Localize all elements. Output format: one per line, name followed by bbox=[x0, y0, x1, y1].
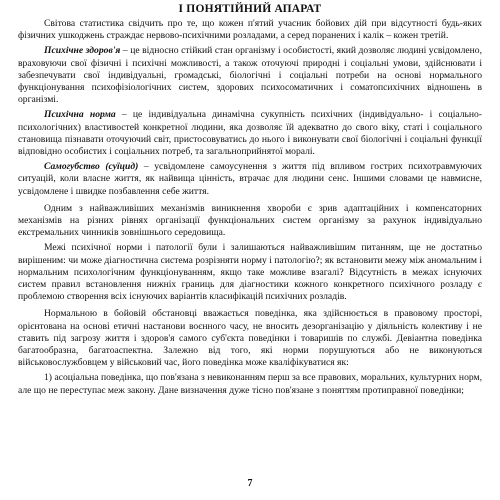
paragraph-norm-pathology bbox=[18, 242, 482, 303]
paragraph-text: Світова статистика свідчить про те, що кожен п'ятий учасник бойових дій при відсутності будь-яких фізичних ушкоджень страждає нервово-психічними розладами, а серед поранених і калік – кожен третій. bbox=[18, 18, 482, 42]
definition-text: – це індивідуальна динамічна сукупність психічних (індивідуально- і соціально-психологічних) властивостей конкретної людини, яка дозволяє їй адекватно до свого віку, статі і соціального становища пізнавати оточуючий світ, пристосовуватись до нього і виконувати свої біологічні і соціальні функції відповідно особистих і соціальних потреб, та загальноприйнятої моралі. bbox=[18, 109, 482, 158]
paragraph-combat-behavior bbox=[18, 308, 482, 369]
definition-mental-norm bbox=[18, 109, 482, 158]
paragraph-text: Межі психічної норми і патології були і залишаються найважливішим питанням, ще не достатньо вирішеним: чи може діагностична система розрізняти норму і патологію?; як встановити межу між аномальним і нормальним психологічним функціонуванням, якщо таке можливе взагалі? Відсутність в межах існуючих систем правил встановлення нижніх границь для діагностики кожного конкретного психічного розладу є проблемою створення всіх існуючих варіантів класифікацій психічних розладів. bbox=[18, 242, 482, 303]
paragraph-statistics bbox=[18, 18, 482, 42]
paragraph-asocial-behavior bbox=[18, 372, 482, 396]
term-mental-norm: Психічна норма bbox=[44, 109, 116, 121]
paragraph-text: Нормальною в бойовій обстановці вважається поведінка, яка здійснюється в правовому просторі, орієнтована на основі етичні настанови воєнного часу, не вносить дезорганізацію у діяльність колективу і не ставить під загрозу життя і здоров'я самого суб'єкта поведінки і товаришів по службі. Девіантна поведінка багатообразна, багатоаспектна. Залежно від того, які норми порушуються або не виконуються військовослужбовцем у військовий час, його поведінка може кваліфікуватися як: bbox=[18, 308, 482, 369]
section-title: І ПОНЯТІЙНИЙ АПАРАТ bbox=[178, 3, 322, 15]
paragraph-text: 1) асоціальна поведінка, що пов'язана з невиконанням перш за все правових, моральних, культурних норм, але що не переступає меж закону. Дане визначення дуже тісно пов'язане з поняттям протиправної поведінки; bbox=[18, 372, 482, 396]
definition-text: – усвідомлене самоусунення з життя під впливом гострих психотравмуючих ситуацій, коли власне життя, як найвища цінність, втрачає для людини сенс. Іншими словами це навмисне, усвідомлене і швидке позбавлення себе життя. bbox=[18, 161, 482, 197]
paragraph-mechanisms bbox=[18, 203, 482, 240]
definition-mental-health bbox=[18, 45, 482, 106]
definition-text: – це відносно стійкий стан організму і особистості, який дозволяє людині усвідомлено, враховуючи свої фізичні і психічні можливості, а також оточуючі природні і соціальні умови, здійснювати і забезпечувати свої індивідуальні, громадські, біологічні і соціальні потреби на основі нормального функціонування психофізіологічних систем, здорових психосоматичних і соматопсихічних відношень в організмі. bbox=[18, 45, 482, 106]
page-number: 7 bbox=[247, 478, 253, 489]
term-suicide: Самогубство (суїцид) bbox=[44, 161, 139, 173]
definition-suicide bbox=[18, 161, 482, 198]
term-mental-health: Психічне здоров'я bbox=[44, 45, 121, 57]
paragraph-text: Одним з найважливіших механізмів виникнення хвороби є зрив адаптаційних і компенсаторних механізмів на різних рівнях організації функціональних систем організму за рахунок індивідуально екстремальних чинників зовнішнього середовища. bbox=[18, 202, 482, 239]
